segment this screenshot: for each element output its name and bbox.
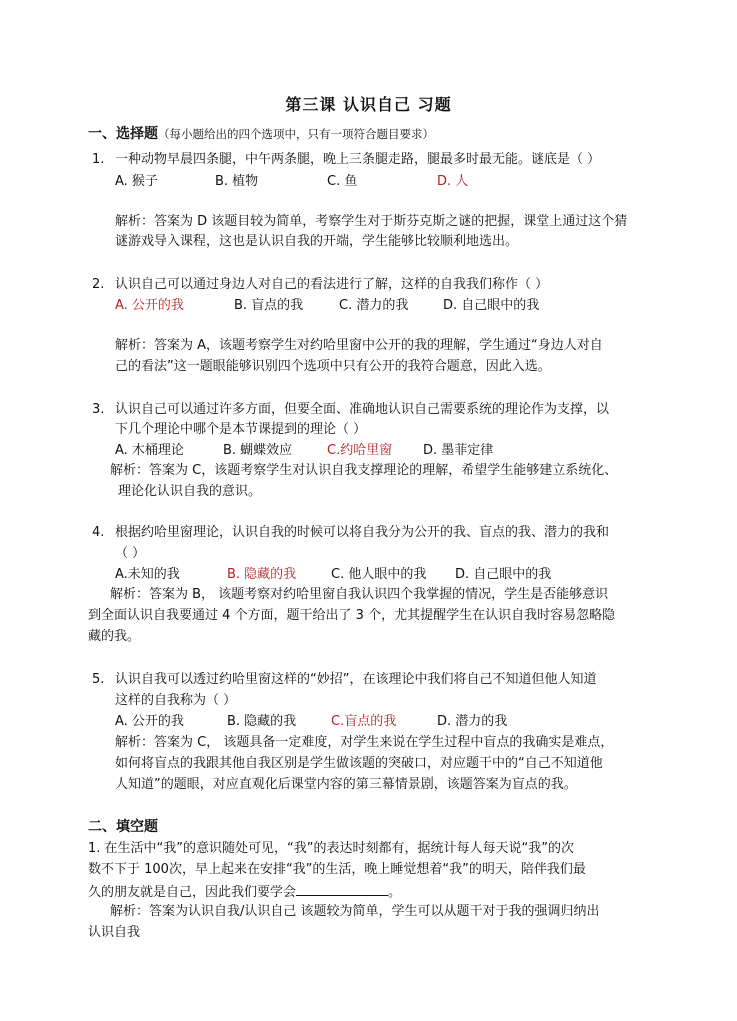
q4-option-c: C. 他人眼中的我 — [331, 567, 427, 582]
q5-number: 5. — [92, 672, 105, 687]
f1-stem-line2: 数不下于 100次，早上起来在安排“我”的生活，晚上睡觉想着“我”的明天，陪伴我们最 — [88, 862, 586, 877]
f1-analysis-line1: 解析：答案为认识自我/认识自己 该题较为简单，学生可以从题干对于我的强调归纳出 — [110, 904, 600, 919]
q5-analysis-line3: 人知道”的题眼，对应直观化后课堂内容的第三幕情景剧，该题答案为盲点的我。 — [115, 777, 577, 792]
q3-number: 3. — [92, 402, 105, 417]
q1-number: 1. — [92, 152, 105, 167]
f1-stem-end: 。 — [388, 885, 402, 900]
q5-stem-line2: 这样的自我称为（ ） — [115, 693, 237, 708]
q1-stem: 一种动物早晨四条腿，中午两条腿，晚上三条腿走路，腿最多时最无能。谜底是（ ） — [115, 152, 601, 167]
q1-analysis-line1: 解析：答案为 D 该题目较为简单，考察学生对于斯芬克斯之谜的把握，课堂上通过这个猜 — [115, 214, 628, 229]
q1-option-d-answer: D. 人 — [437, 174, 469, 189]
q2-option-a-answer: A. 公开的我 — [115, 298, 184, 313]
q2-stem: 认识自己可以通过身边人对自己的看法进行了解，这样的自我我们称作（ ） — [115, 277, 549, 292]
q3-option-a: A. 木桶理论 — [115, 443, 184, 458]
q4-option-a: A.未知的我 — [115, 567, 180, 582]
q4-stem-line2: （ ） — [115, 546, 146, 561]
q3-analysis-line2: 理论化认识自我的意识。 — [118, 484, 262, 499]
q4-analysis-line3: 藏的我。 — [88, 629, 141, 644]
q4-option-b-answer: B. 隐藏的我 — [227, 567, 297, 582]
q1-option-b: B. 植物 — [215, 174, 259, 189]
f1-stem-line1: 1. 在生活中“我”的意识随处可见，“我”的表达时刻都有，据统计每人每天说“我”的次 — [88, 841, 574, 856]
f1-stem-line3-text: 久的朋友就是自己，因此我们要学会 — [88, 885, 297, 900]
q3-stem-line2: 下几个理论中哪个是本节课提到的理论（ ） — [115, 422, 367, 437]
q2-option-c: C. 潜力的我 — [339, 298, 409, 313]
q2-analysis-line2: 己的看法”这一题眼能够识别四个选项中只有公开的我符合题意，因此入选。 — [115, 359, 551, 374]
f1-stem-line3 — [88, 882, 401, 902]
q5-option-c-answer: C.盲点的我 — [331, 714, 397, 729]
q1-option-c: C. 鱼 — [327, 174, 358, 189]
q1-option-a: A. 猴子 — [115, 174, 158, 189]
q2-option-b: B. 盲点的我 — [234, 298, 304, 313]
q5-option-d: D. 潜力的我 — [437, 714, 508, 729]
f1-answer-blank[interactable] — [296, 882, 388, 896]
q4-analysis-line1: 解析：答案为 B， 该题考察对约哈里窗自我认识四个我掌握的情况，学生是否能够意识 — [110, 587, 609, 602]
section-choice-heading — [88, 125, 434, 144]
q1-analysis-line2: 谜游戏导入课程，这也是认识自我的开端，学生能够比较顺利地选出。 — [115, 234, 519, 249]
q3-option-d: D. 墨菲定律 — [423, 443, 494, 458]
q4-number: 4. — [92, 525, 105, 540]
section-choice-note: （每小题给出的四个选项中，只有一项符合题目要求） — [158, 127, 434, 141]
q5-analysis-line2: 如何将盲点的我跟其他自我区别是学生做该题的突破口，对应题干中的“自己不知道他 — [115, 756, 603, 771]
q2-number: 2. — [92, 277, 105, 292]
page-title: 第三课 认识自己 习题 — [285, 95, 452, 114]
q5-analysis-line1: 解析：答案为 C， 该题具备一定难度，对学生来说在学生过程中盲点的我确实是难点， — [115, 735, 614, 750]
q3-option-b: B. 蝴蝶效应 — [223, 443, 293, 458]
q3-stem-line1: 认识自己可以通过许多方面，但要全面、准确地认识自己需要系统的理论作为支撑，以 — [115, 402, 610, 417]
q4-option-d: D. 自己眼中的我 — [455, 567, 552, 582]
section-choice-title: 一、选择题 — [88, 126, 158, 142]
q4-analysis-line2: 到全面认识自我要通过 4 个方面，题干给出了 3 个，尤其提醒学生在认识自我时容易忽略隐 — [88, 608, 616, 623]
q3-option-c-answer: C.约哈里窗 — [327, 443, 393, 458]
q2-analysis-line1: 解析：答案为 A，该题考察学生对约哈里窗中公开的我的理解，学生通过“身边人对自 — [115, 338, 603, 353]
q3-analysis-line1: 解析：答案为 C，该题考察学生对认识自我支撑理论的理解，希望学生能够建立系统化、 — [110, 463, 618, 478]
q4-stem-line1: 根据约哈里窗理论，认识自我的时候可以将自我分为公开的我、盲点的我、潜力的我和 — [115, 525, 610, 540]
q5-option-a: A. 公开的我 — [115, 714, 184, 729]
q5-stem-line1: 认识自我可以透过约哈里窗这样的“妙招”，在该理论中我们将自己不知道但他人知道 — [115, 672, 597, 687]
q5-option-b: B. 隐藏的我 — [227, 714, 297, 729]
section-fill-title: 二、填空题 — [88, 819, 158, 835]
f1-analysis-line2: 认识自我 — [88, 925, 141, 940]
q2-option-d: D. 自己眼中的我 — [443, 298, 540, 313]
